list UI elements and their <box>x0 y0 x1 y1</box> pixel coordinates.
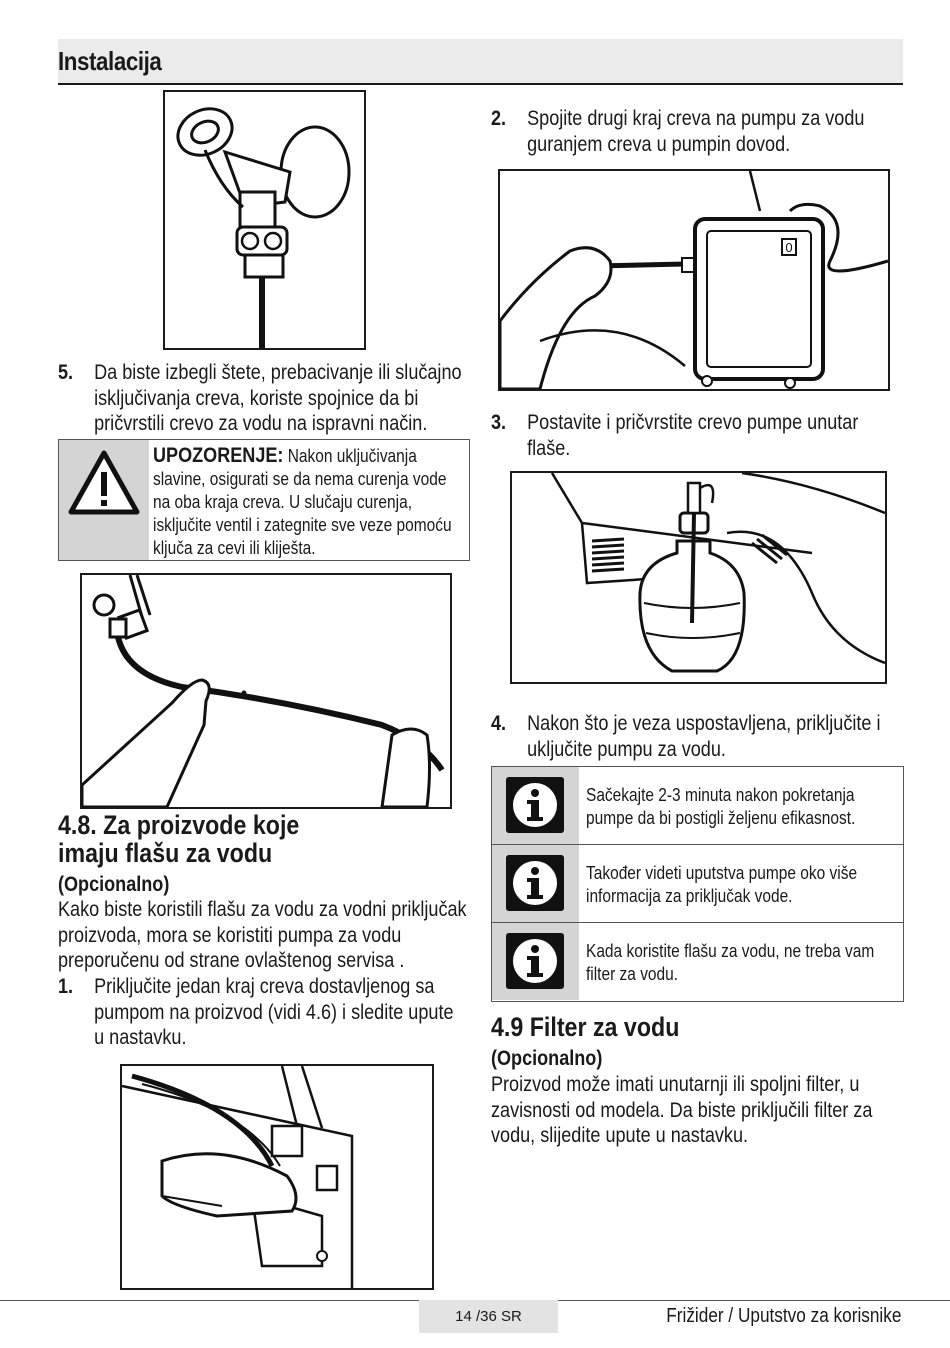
step-3-number: 3. <box>491 411 507 434</box>
pump-illustration <box>500 171 888 389</box>
step-5-line-2: isključivanja creva, koriste spojnice da bi <box>94 386 419 410</box>
info-note-2-line-2: informacija za priključak vode. <box>586 886 793 906</box>
info-note-text <box>586 862 891 908</box>
step-3-line-2: flaše. <box>527 436 571 460</box>
page-title: Instalacija <box>58 46 162 76</box>
bottle-illustration <box>512 473 885 682</box>
step-4 <box>491 711 904 762</box>
figure-tap-connector <box>163 90 366 350</box>
info-notes-table <box>491 766 904 1002</box>
step-4-number: 4. <box>491 712 507 735</box>
info-note <box>492 767 903 845</box>
tap-connector-illustration <box>165 92 364 348</box>
step-2 <box>491 106 904 157</box>
info-icon-cell <box>492 923 579 1000</box>
figure-pump <box>498 169 890 391</box>
warning-line-4: isključite ventil i zategnite sve veze pomoću <box>153 515 452 535</box>
step-1-number: 1. <box>58 975 74 998</box>
hose-hands-illustration <box>82 575 450 807</box>
step-5-number: 5. <box>58 361 74 384</box>
section-4-9-line-3: vodu, slijedite upute u nastavku. <box>491 1124 749 1147</box>
info-note-3-line-2: filter za vodu. <box>586 964 679 984</box>
step-3-line-1: Postavite i pričvrstite crevo pumpe unutar <box>527 411 859 434</box>
step-1-line-1: Priključite jedan kraj creva dostavljenog sa <box>94 975 435 998</box>
step-5 <box>58 360 462 437</box>
section-4-9-line-1: Proizvod može imati unutarnji ili spoljni filter, u <box>491 1073 860 1096</box>
section-4-9-title: 4.9 Filter za vodu <box>491 1012 680 1042</box>
section-4-9-line-2: zavisnosti od modela. Da biste priključili filter za <box>491 1098 873 1122</box>
step-2-line-2: guranjem creva u pumpin dovod. <box>527 132 791 156</box>
section-4-9-optional: (Opcionalno) <box>491 1047 603 1070</box>
product-connection-illustration <box>122 1066 432 1288</box>
intro-line-1: Kako biste koristili flašu za vodu za vodni priključak <box>58 898 467 921</box>
warning-text <box>153 444 463 560</box>
warning-label: UPOZORENJE: <box>153 444 284 467</box>
section-4-8-title <box>58 811 299 867</box>
info-icon <box>506 855 564 911</box>
step-5-line-3: pričvrstili crevo za vodu na ispravni način. <box>94 412 428 435</box>
section-4-8-optional: (Opcionalno) <box>58 873 170 896</box>
intro-line-3: preporučenu od strane ovlaštenog servisa . <box>58 949 405 972</box>
step-4-line-1: Nakon što je veza uspostavljena, priključite i <box>527 712 881 735</box>
warning-line-3: na oba kraja creva. U slučaju curenja, <box>153 492 413 512</box>
warning-icon-cell <box>59 440 149 560</box>
info-note <box>492 845 903 923</box>
step-1-line-2: pumpom na proizvod (vidi 4.6) i sledite upute <box>94 1000 454 1024</box>
warning-first-line: Nakon uključivanja <box>283 446 417 466</box>
figure-bottle <box>510 471 887 684</box>
warning-box <box>58 439 470 561</box>
step-1 <box>58 974 471 1051</box>
info-note-text <box>586 784 891 830</box>
info-note-2-line-1: Također videti uputstva pumpe oko više <box>586 863 858 883</box>
info-icon <box>506 933 564 989</box>
header-bar <box>58 39 903 85</box>
page-number: 14 /36 SR <box>455 1308 522 1325</box>
figure-product-connection <box>120 1064 434 1290</box>
info-note <box>492 923 903 1000</box>
step-2-line-1: Spojite drugi kraj creva na pumpu za vodu <box>527 107 865 130</box>
section-4-9-text <box>491 1072 904 1149</box>
info-icon <box>506 777 564 833</box>
info-note-1-line-2: pumpe da bi postigli željenu efikasnost. <box>586 808 856 828</box>
info-icon-cell <box>492 767 579 844</box>
info-icon-cell <box>492 845 579 922</box>
warning-line-5: ključa za cevi ili kliješta. <box>153 538 316 558</box>
info-note-3-line-1: Kada koristite flašu za vodu, ne treba vam <box>586 941 875 961</box>
warning-triangle-icon <box>59 440 149 560</box>
figure-hose-hands <box>80 573 452 809</box>
step-1-line-3: u nastavku. <box>94 1026 187 1049</box>
warning-line-2: slavine, osigurati se da nema curenja vode <box>153 469 447 489</box>
section-4-8-title-line-2: imaju flašu za vodu <box>58 838 273 868</box>
footer-title: Frižider / Uputstvo za korisnike <box>665 1305 901 1327</box>
step-2-number: 2. <box>491 107 507 130</box>
pump-display-text: 0 <box>785 240 793 255</box>
step-5-line-1: Da biste izbegli štete, prebacivanje ili slučajno <box>94 361 462 384</box>
step-3 <box>491 410 904 461</box>
section-4-8-intro <box>58 897 471 974</box>
step-4-line-2: uključite pumpu za vodu. <box>527 737 726 761</box>
section-4-8-title-line-1: 4.8. Za proizvode koje <box>58 810 300 840</box>
intro-line-2: proizvoda, mora se koristiti pumpa za vodu <box>58 923 402 947</box>
info-note-text <box>586 940 891 986</box>
info-note-1-line-1: Sačekajte 2-3 minuta nakon pokretanja <box>586 785 855 805</box>
